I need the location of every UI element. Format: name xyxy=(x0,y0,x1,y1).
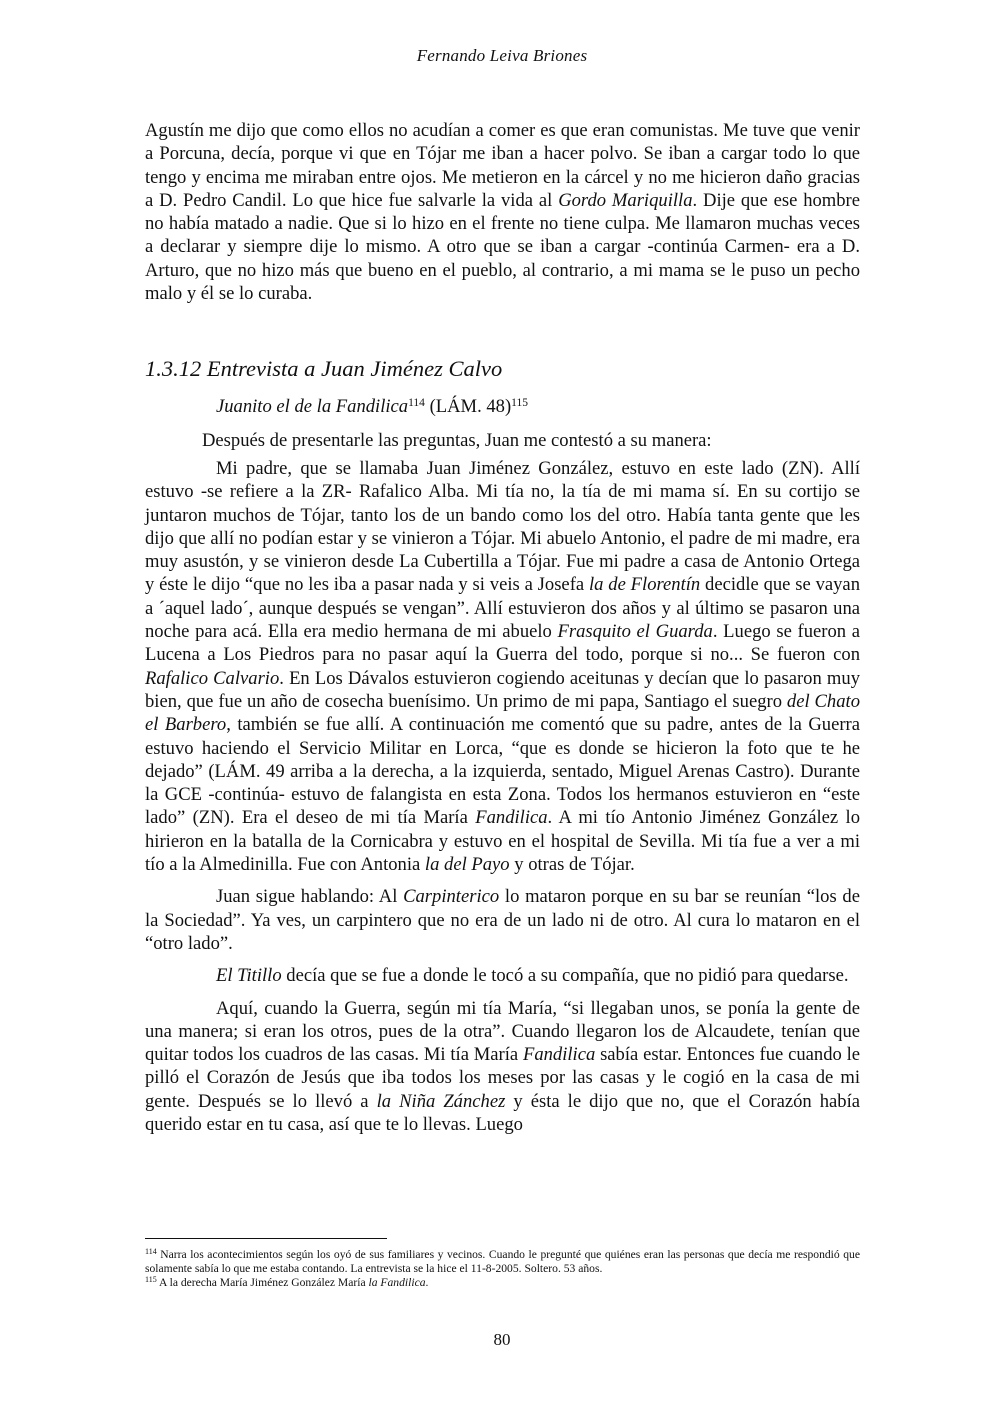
paragraph-father: Mi padre, que se llamaba Juan Jiménez González, estuvo en este lado (ZN). Allí estuvo -se refiere a la ZR- Rafalico Alba. Mi tía no, la tía de mi mama sí. En su cortijo se juntaron muchos de Tójar, tanto los de un bando como los del otro. Había tanta gente que les dijo que allí no podían estar y se vinieron a Tójar. Mi abuelo Antonio, el padre de mi madre, era muy asustón, y se vinieron desde La Cubertilla a Tójar. Fue mi padre a casa de Antonio Ortega y éste le dijo “que no les iba a pasar nada y si veis a Josefa la de Florentín decidle que se vayan a ´aquel lado´, aunque después se vengan”. Allí estuvieron dos años y al último se pasaron una noche para acá. Ella era medio hermana de mi abuelo Frasquito el Guarda. Luego se fueron a Lucena a Los Piedros para no pasar aquí la Guerra del todo, porque si no... Se fueron con Rafalico Calvario. En Los Dávalos estuvieron cogiendo aceitunas y decían que lo pasaron muy bien, que fue un año de cosecha buenísimo. Un primo de mi papa, Santiago el suegro del Chato el Barbero, también se fue allí. A continuación me comentó que su padre, antes de la Guerra estuvo haciendo el Servicio Militar en Lorca, “que es donde se hicieron la foto que te he dejado” (LÁM. 49 arriba a la derecha, a la izquierda, sentado, Miguel Arenas Castro). Durante la GCE -continúa- estuvo de falangista en esta Zona. Todos los hermanos estuvieron en “este lado” (ZN). Era el deseo de mi tía María Fandilica. A mi tío Antonio Jiménez González lo hirieron en la batalla de la Cornicabra y estuvo en el hospital de Sevilla. Mi tía fue a ver a mi tío a la Almedinilla. Fue con Antonia la del Payo y otras de Tójar. xyxy=(145,457,861,876)
footnote-ref-114[interactable]: 114 xyxy=(408,397,425,410)
body-text xyxy=(145,119,860,1136)
nickname: Juanito el de la Fandilica xyxy=(216,396,409,418)
paragraph-intro: Después de presentarle las preguntas, Juan me contestó a su manera: xyxy=(202,429,712,451)
paragraph-carpinterico: Juan sigue hablando: Al Carpinterico lo mataron porque en su bar se reunían “los de la Sociedad”. Ya ves, un carpintero que no era de un lado ni de otro. Al cura lo mataron en el “otro lado”. xyxy=(145,886,860,954)
footnotes xyxy=(145,1248,860,1289)
page-number: 80 xyxy=(493,1330,511,1349)
footnote-115: $^{115}$ A la derecha María Jiménez González María la Fandilica. xyxy=(145,1274,429,1289)
paragraph-carmen-continuation: Agustín me dijo que como ellos no acudían a comer es que eran comunistas. Me tuve que venir a Porcuna, decía, porque vi que en Tójar me iban a hacer polvo. Se iban a cargar todo lo que tengo y encima me miraban entre ojos. Me metieron en la cárcel y no me hicieron daño gracias a D. Pedro Candil. Lo que hice fue salvarle la vida al Gordo Mariquilla. Dije que ese hombre no había matado a nadie. Que si lo hizo en el frente no tiene culpa. Me llamaron muchas veces a declarar y siempre dije lo mismo. A otro que se iban a cargar -continúa Carmen- era a D. Arturo, que no hizo más que bueno en el pueblo, al contrario, a mi mama se le puso un pecho malo y él se lo curaba. xyxy=(145,120,860,305)
paragraph-titillo: El Titillo decía que se fue a donde le tocó a su compañía, que no pidió para quedarse. xyxy=(216,965,849,987)
section-heading: 1.3.12 Entrevista a Juan Jiménez Calvo xyxy=(145,356,503,382)
footnote-ref-115[interactable]: 115 xyxy=(511,397,528,410)
footnote-divider xyxy=(145,1238,387,1239)
footnote-114: $^{114}$ Narra los acontecimientos según los oyó de sus familiares y vecinos. Cuando le pregunté que quiénes eran las personas que decía me respondió que solamente sabía lo que me estaba contando. La entrevista se la hice el 11-8-2005. Soltero. 53 años. xyxy=(145,1247,860,1275)
running-header: Fernando Leiva Briones xyxy=(416,46,588,65)
interview-subheading: Juanito el de la Fandilica$^{114}$ (LÁM. 48)$^{115}$ xyxy=(216,396,528,418)
paragraph-guerra: Aquí, cuando la Guerra, según mi tía María, “si llegaban unos, se ponía la gente de una manera; si eran los otros, pues de la otra”. Cuando llegaron los de Alcaudete, tenían que quitar todos los cuadros de las casas. Mi tía María Fandilica sabía estar. Entonces fue cuando le pilló el Corazón de Jesús que iba todos los meses por las casas y le cogió en la casa de mi gente. Después se lo llevó a la Niña Zánchez y ésta le dijo que no, que el Corazón había querido estar en tu casa, así que te lo llevas. Luego xyxy=(145,997,861,1135)
italic-name: Gordo Mariquilla xyxy=(558,189,693,211)
